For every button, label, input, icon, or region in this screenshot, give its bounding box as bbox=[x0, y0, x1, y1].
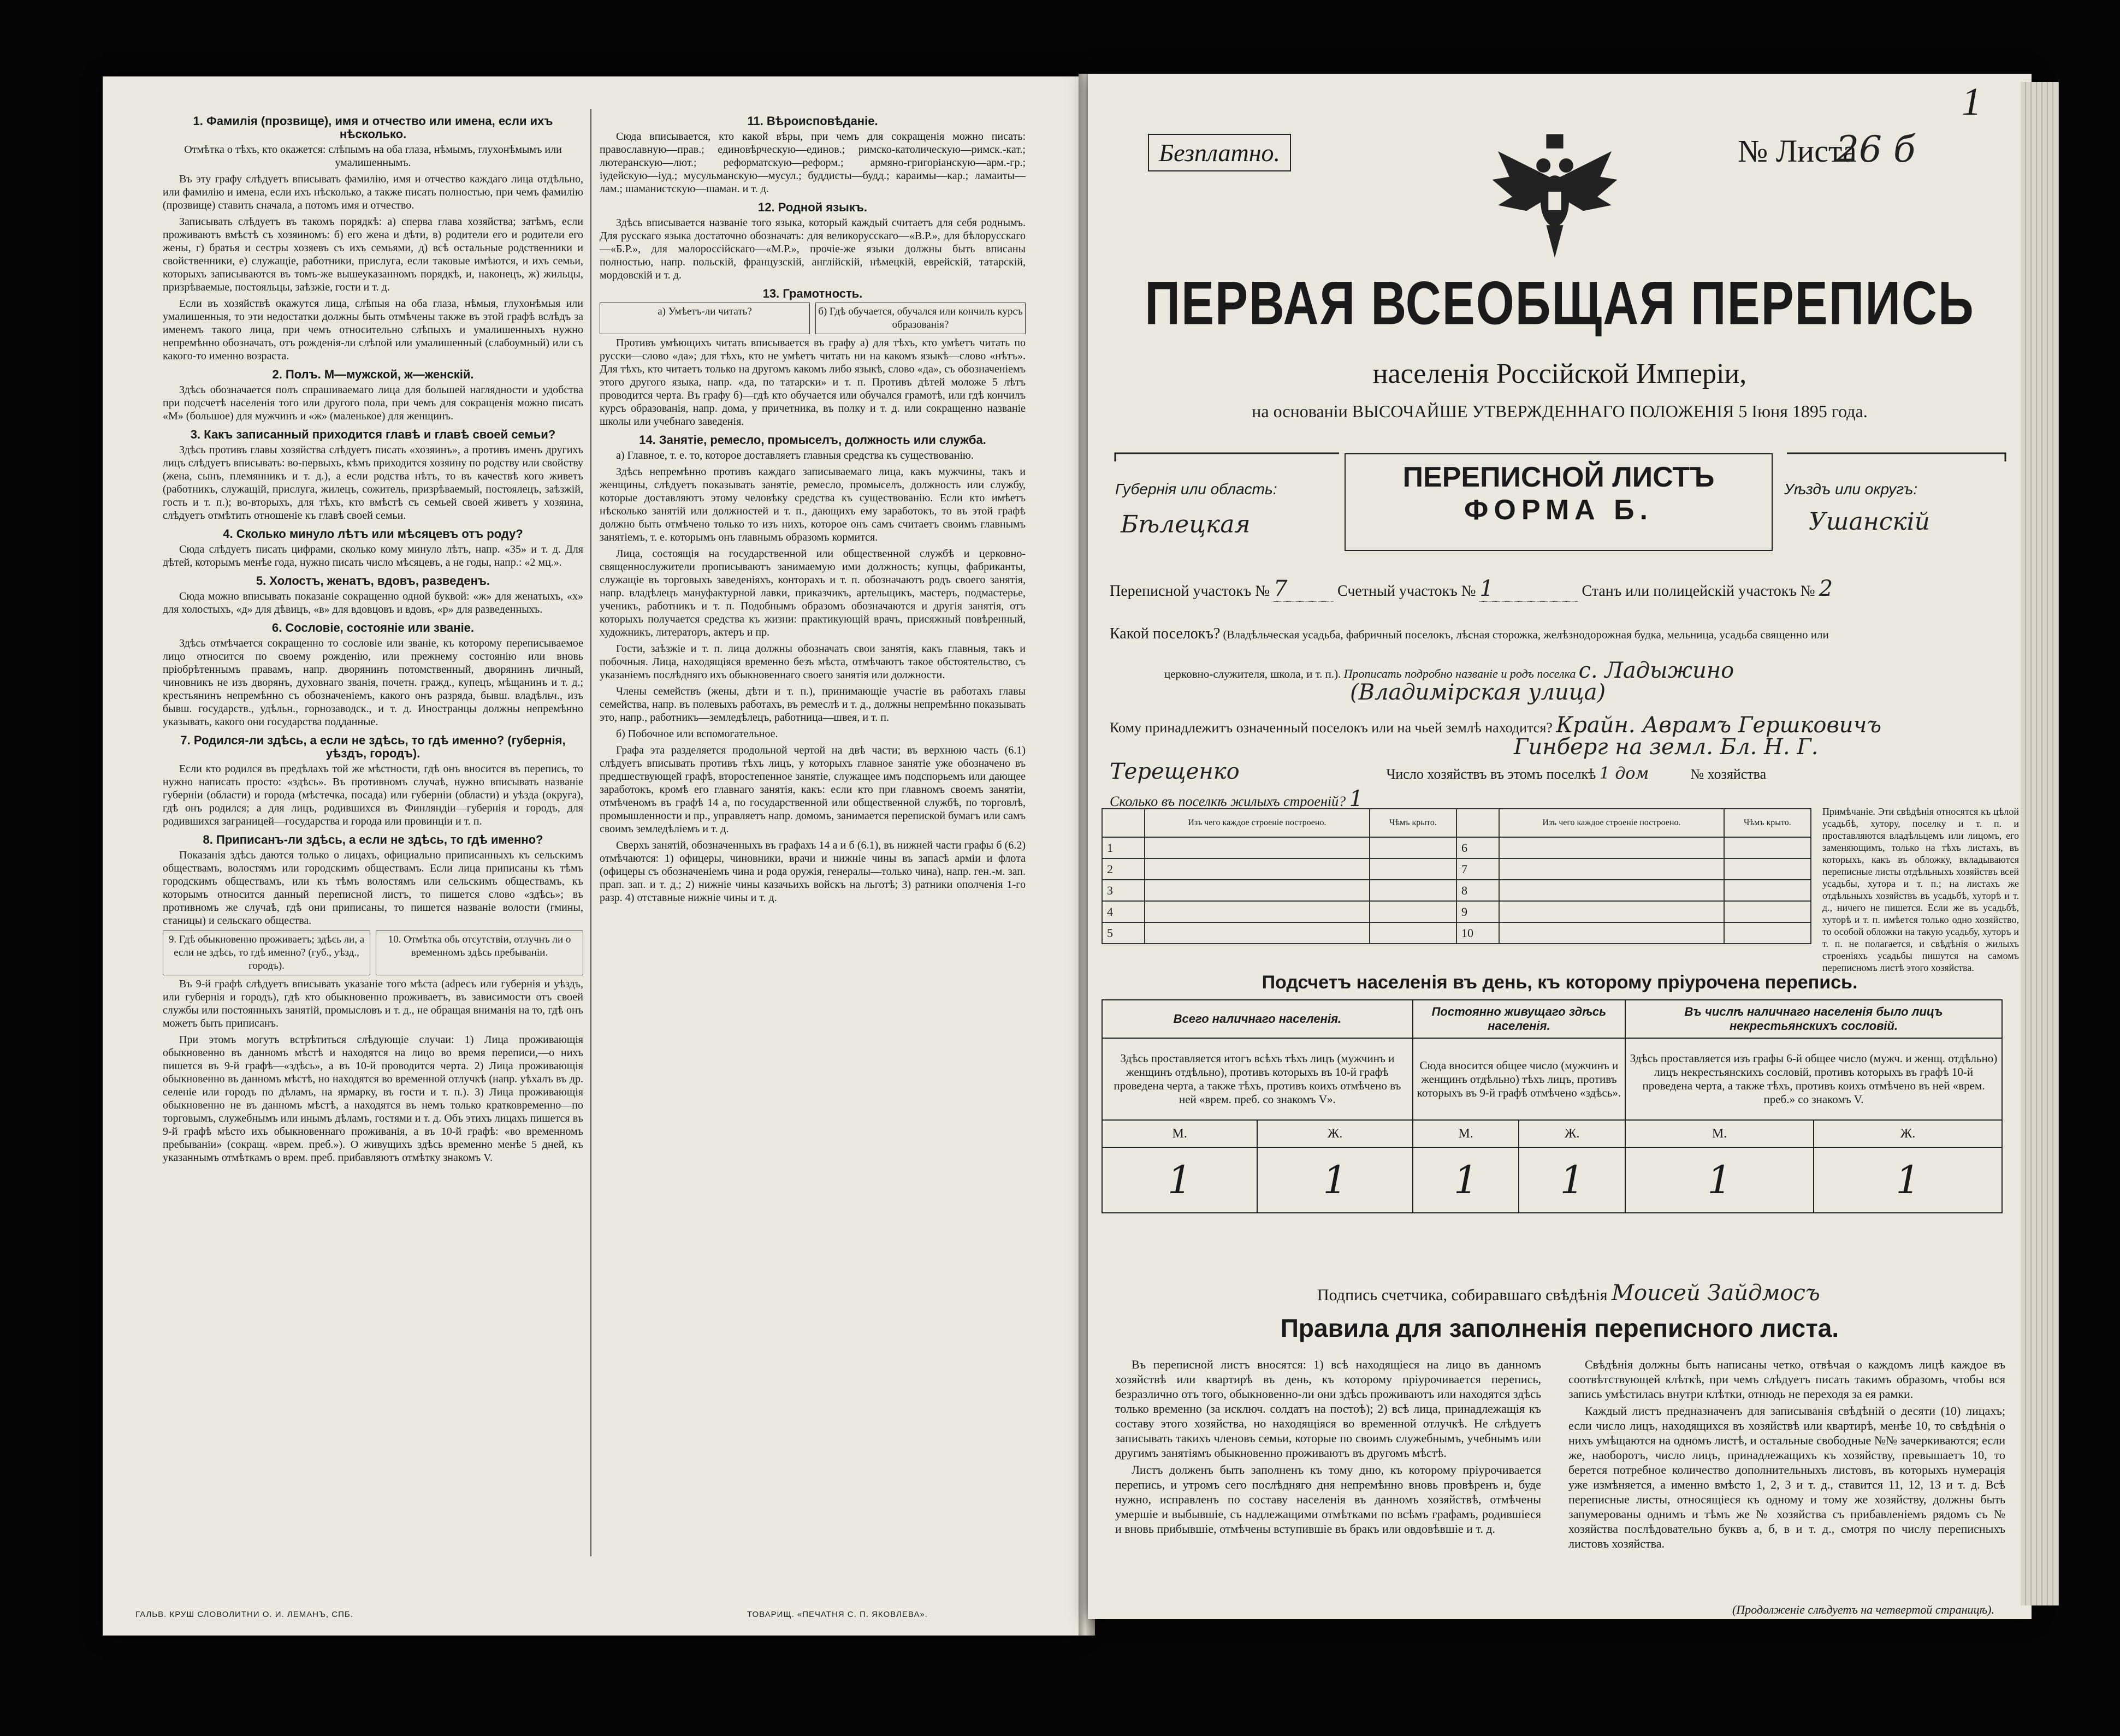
households-count-value: 1 дом bbox=[1599, 764, 1649, 783]
uezd-value: Ушанскій bbox=[1809, 508, 1930, 536]
instructions-column-2 bbox=[600, 109, 1026, 908]
instruction-paragraph: Здѣсь противъ главы хозяйства слѣдуетъ писать «хозяинъ», а противъ именъ другихъ лицъ слѣдуетъ вписывать: во-первыхъ, кѣмъ приходится хозяину по родству или свойству (жена, сынъ, племянникъ и т. д.), а если родства нѣтъ, то въ качествѣ кого живетъ (работникъ, служащій, прислуга, жилецъ, сожитель, призрѣваемый, постоялецъ, заѣзжій, гость и т. п.); во-вторыхъ, для тѣхъ, кто вмѣстѣ съ семьей своей живетъ у хозяина, слѣдуетъ отмѣтить отношеніе къ главѣ своей семьи. bbox=[163, 444, 583, 522]
split-heading bbox=[163, 931, 583, 975]
buildings-note: Примѣчаніе. Эти свѣдѣнія относятся къ цѣлой усадьбѣ, хутору, поселку и т. п. и проставляются владѣльцемъ или лицомъ, его заменяющимъ, только на тѣхъ листахъ, въ которыхъ, какъ въ обложку, вкладываются переписные листы отдѣльныхъ хозяйствъ всей усадьбы, хутора и т. п.; на листахъ же отдѣльныхъ хозяйствъ въ усадьбѣ, хуторѣ и т. д., ничего не пишется. Если же въ усадьбѣ, хуторѣ и т. п. имѣется только одно хозяйство, то особой обложки на такую усадьбу, хуторъ и т. п. не полагается, и свѣдѣнія о жилыхъ строеніяхъ усадьбы пишутся на самомъ переписномъ листѣ этого хозяйства. bbox=[1822, 806, 2019, 973]
sheet-number-label: № Листа bbox=[1738, 133, 1857, 169]
rule-paragraph: Свѣдѣнія должны быть написаны четко, отвѣчая о каждомъ лицѣ каждое въ соотвѣтствующей клѣткѣ, при чемъ слѣдуетъ писать такимъ образомъ, чтобы вся запись умѣстилась внутри клѣтки, отнюдь не переходя за ея рамки. bbox=[1568, 1358, 2005, 1401]
sheet-number-value: 26 б bbox=[1836, 128, 1916, 170]
owner-value-3: Терещенко bbox=[1110, 759, 1240, 784]
bld-row-num: 8 bbox=[1456, 880, 1499, 901]
pop-header-permanent: Постоянно живущаго здѣсь населенія. bbox=[1413, 1000, 1625, 1038]
owner-value: Крайн. Аврамъ Гершковичъ bbox=[1556, 713, 1882, 738]
census-subtitle: населенія Россійской Имперіи, bbox=[1372, 358, 1747, 389]
instruction-heading: 13. Грамотность. bbox=[762, 287, 863, 300]
instruction-paragraph: Противъ умѣющихъ читать вписывается въ графу а) для тѣхъ, кто умѣетъ читать по русски—слово «да»; для тѣхъ, кто не умѣетъ читать ни на какомъ языкѣ—слово «нѣтъ». Для тѣхъ, кто читаетъ только на другомъ какомъ либо языкѣ, слово «да», съ обозначеніемъ этого другого языка, напр. «да, по татарски» и т. п. Противъ дѣтей моложе 5 лѣтъ проводится черта. Въ графу б)—гдѣ кто обучается или обучался грамотѣ, или гдѣ кончилъ курсъ образованія, напр. дома, у причетника, въ полку и т. д. или сокращенно названіе школы или учебнаго заведенія. bbox=[600, 337, 1026, 428]
rules-continuation: (Продолженіе слѣдуетъ на четвертой страницѣ). bbox=[1732, 1603, 1994, 1616]
gubernia-label: Губернія или область: bbox=[1115, 481, 1277, 497]
bld-header-roof: Чѣмъ крыто. bbox=[1370, 809, 1456, 837]
imperial-eagle-icon bbox=[1484, 123, 1626, 265]
instruction-heading: 12. Родной языкъ. bbox=[757, 200, 868, 214]
pop-header-total: Всего наличнаго населенія. bbox=[1102, 1000, 1413, 1038]
pop-value-total-f: 1 bbox=[1257, 1147, 1412, 1213]
gubernia-value: Бѣлецкая bbox=[1121, 511, 1251, 538]
census-precinct-value: 7 bbox=[1274, 576, 1334, 602]
pop-header-non-peasant: Въ числѣ наличнаго населенія было лицъ некрестьянскихъ сословій. bbox=[1625, 1000, 2002, 1038]
instruction-paragraph: Если въ хозяйствѣ окажутся лица, слѣпыя на оба глаза, нѣмыя, глухонѣмыя или умалишенныя, то эти недостатки должны быть отмѣчены также въ этой графѣ вслѣдъ за именемъ такого лица, при чемъ относительно слѣпыхъ и умалишенныхъ нужно непремѣнно обозначать, отъ рожденія-ли слѣпой или умалишенный (слабоумный) или съ какого-то именно возраста. bbox=[163, 298, 583, 362]
settlement-line bbox=[1110, 625, 1829, 643]
sex-label: Ж. bbox=[1257, 1120, 1412, 1147]
instruction-paragraph: Показанія здѣсь даются только о лицахъ, официально приписанныхъ къ сельскимъ обществамъ, волостямъ или городскимъ обществамъ. Если лица приписаны къ тѣмъ городскимъ обществамъ, или къ тѣмъ волостямъ или сельскимъ обществамъ, къ которымъ относится данный переписной листъ, то пишется слово «здѣсь»; въ противномъ же случаѣ, гдѣ они приписаны, то пишется названіе волости (гмины, станицы) и сельскаго общества. bbox=[163, 849, 583, 927]
instruction-paragraph: Сюда слѣдуетъ писать цифрами, сколько кому минуло лѣтъ, напр. «35» и т. д. Для дѣтей, которымъ менѣе года, нужно писать число мѣсяцевъ, а не годы, напр.: «2 мц.». bbox=[163, 543, 583, 568]
pop-value-non-peasant-m: 1 bbox=[1625, 1147, 1814, 1213]
settlement-value: с. Ладыжино bbox=[1578, 658, 1734, 683]
instruction-paragraph: Графа эта разделяется продольной чертой на двѣ части; въ верхнюю часть (6.1) слѣдуетъ вписывать противъ тѣхъ лицъ, у которыхъ главное занятіе уже обозначено въ предшествующей графѣ, второстепенное занятіе, служащее имъ подспорьемъ или дающее заработокъ, кромѣ его главнаго занятія, какъ: если кто при главномъ своемъ занятіи, отмѣченомъ въ графѣ 14 а, по государственной или общественной службѣ, по торговлѣ, промышленности и пр., управляетъ напр. домомъ, занимается перепиской бумагъ или самъ своимъ земледѣліемъ и т. д. bbox=[600, 744, 1026, 835]
settlement-hint: (Владѣльческая усадьба, фабричный поселокъ, лѣсная сторожка, желѣзнодорожная будка, мельница, усадьба священно или bbox=[1223, 628, 1829, 641]
household-number-label: № хозяйства bbox=[1690, 766, 1767, 782]
instruction-heading: 11. Вѣроисповѣданіе. bbox=[747, 114, 878, 128]
split-heading-left: 9. Гдѣ обыкновенно проживаетъ; здѣсь ли, а если не здѣсь, то гдѣ именно? (губ., уѣзд., городъ). bbox=[163, 931, 370, 975]
split-heading-left: а) Умѣетъ-ли читать? bbox=[600, 303, 810, 334]
owner-value-2: Гинберг на земл. Бл. Н. Г. bbox=[1514, 734, 1819, 760]
instruction-heading: 2. Полъ. М—мужской, ж—женскій. bbox=[272, 368, 474, 381]
buildings-count-value: 1 bbox=[1349, 786, 1364, 811]
signature-label: Подпись счетчика, собиравшаго свѣдѣнія bbox=[1317, 1286, 1608, 1304]
sex-label: М. bbox=[1102, 1120, 1257, 1147]
signature-value: Моисей Зайдмосъ bbox=[1612, 1281, 1820, 1306]
bld-row-num: 1 bbox=[1102, 837, 1145, 858]
instructions-column-1 bbox=[163, 109, 583, 1168]
bld-header-material-2: Изъ чего каждое строеніе построено. bbox=[1499, 809, 1724, 837]
pop-desc-total: Здѣсь проставляется итогъ всѣхъ тѣхъ лицъ (мужчинъ и женщинъ отдѣльно), противъ которыхъ въ 10-й графѣ проведена черта, а также тѣхъ, противъ коихъ отмѣчено въ ней «врем. преб. со знакомъ V». bbox=[1102, 1038, 1413, 1120]
instruction-paragraph: Сюда можно вписывать показаніе сокращенно одной буквой: «ж» для женатыхъ, «х» для холостыхъ, «д» для дѣвицъ, «в» для вдовцовъ и вдовъ, «р» для разведенныхъ. bbox=[163, 590, 583, 615]
census-form-page bbox=[1088, 74, 2032, 1619]
bld-row-num: 4 bbox=[1102, 901, 1145, 922]
pop-value-total-m: 1 bbox=[1102, 1147, 1257, 1213]
instruction-heading: 4. Сколько минуло лѣтъ или мѣсяцевъ отъ роду? bbox=[223, 527, 523, 541]
bld-row-num: 6 bbox=[1456, 837, 1499, 858]
enumerator-signature-line bbox=[1317, 1281, 1820, 1306]
instruction-paragraph: Записывать слѣдуетъ въ такомъ порядкѣ: а) сперва глава хозяйства; затѣмъ, если проживаютъ вмѣстѣ съ хозяиномъ: б) его жена и дѣти, в) родители его и родители его жены, г) братья и сестры хозяевъ съ ихъ семьями, д) всѣ остальные родственники и свойственники, е) служащіе, работники, прислуга, если таковые имѣются, и ихъ семьи, которыхъ записываются въ томъ-же вышеуказанномъ порядкѣ, и, наконецъ, ж) жильцы, призрѣваемые, постояльцы, заѣзжіе, гости и т. д. bbox=[163, 216, 583, 293]
instruction-paragraph: б) Побочное или вспомогательное. bbox=[616, 728, 778, 740]
instruction-paragraph: Въ эту графу слѣдуетъ вписывать фамилію, имя и отчество каждаго лица отдѣльно, или фамилію и имена, если ихъ нѣсколько, а также писать полностью, при чемъ фамилію (прозвище) ставить сначала, а потомъ имя и отчество. bbox=[163, 173, 583, 211]
form-title: ПЕРЕПИСНОЙ ЛИСТЪ bbox=[1402, 461, 1715, 493]
printer-footer-right: ТОВАРИЩ. «ПЕЧАТНЯ С. П. ЯКОВЛЕВА». bbox=[747, 1610, 928, 1619]
instruction-heading: 8. Приписанъ-ли здѣсь, а если не здѣсь, то гдѣ именно? bbox=[203, 833, 543, 846]
instruction-heading: 1. Фамилія (прозвище), имя и отчество или имена, если ихъ нѣсколько. bbox=[193, 114, 553, 141]
sex-label: Ж. bbox=[1814, 1120, 2002, 1147]
bld-row-num: 7 bbox=[1456, 858, 1499, 880]
instruction-paragraph: Лица, состоящія на государственной или общественной службѣ и церковно-священнослужители прописываютъ занимаемую ими должность; купцы, фабриканты, служащіе въ торговыхъ заведеніяхъ, конторахъ и т. п. обозначаютъ родъ своего занятія, напр. владѣлецъ мануфактурной лавки, приказчикъ, артельщикъ, мастеръ, подмастерье, ученикъ, работникъ и т. п. Подобнымъ образомъ обозначаются и другія занятія, отъ которыхъ получается средства къ жизни: практикующій врачъ, присяжный повѣренный, художникъ, литераторъ, актеръ и пр. bbox=[600, 548, 1026, 638]
instruction-paragraph: Члены семействъ (жены, дѣти и т. п.), принимающіе участіе въ работахъ главы семейства, напр. въ полевыхъ работахъ, въ ремеслѣ и т. д., должны непремѣнно показывать это, напр., работникъ—земледѣлецъ, работница—швея, и т. п. bbox=[600, 685, 1026, 724]
households-count-label: Число хозяйствъ въ этомъ поселкѣ bbox=[1386, 766, 1596, 782]
pop-value-permanent-m: 1 bbox=[1413, 1147, 1519, 1213]
split-heading-right: 10. Отмѣтка обь отсутствіи, отлучнъ ли о временномъ здѣсь пребываніи. bbox=[376, 931, 583, 975]
left-page-instructions bbox=[103, 76, 1080, 1636]
page-edges bbox=[2021, 82, 2059, 1605]
instruction-paragraph: Здѣсь непремѣнно противъ каждаго записываемаго лица, какъ мужчины, такъ и женщины, слѣдуетъ показывать занятіе, ремесло, промыселъ, должность или службу, которые доставляютъ этому человѣку средства къ существованію. Если кто имѣетъ нѣсколько занятій или должностей и т. п., дающихъ ему заработокъ, то въ этой графѣ должно быть отмѣчено только то изъ нихъ, которое онъ самъ считаетъ своимъ главнымъ занятіемъ, т. е. которымъ онъ главнымъ образомъ кормится. bbox=[600, 466, 1026, 543]
pop-desc-non-peasant: Здѣсь проставляется изъ графы 6-й общее число (мужч. и женщ. отдѣльно) лицъ некрестьянскихъ сословій, противъ которыхъ въ графѣ 10-й проведена черта, а также тѣхъ, противъ коихъ отмѣчено въ ней «врем. преб.» со знакомъ V. bbox=[1625, 1038, 2002, 1120]
police-precinct-value: 2 bbox=[1819, 576, 1833, 601]
sex-label: Ж. bbox=[1519, 1120, 1625, 1147]
instruction-paragraph: При этомъ могутъ встрѣтиться слѣдующіе случаи: 1) Лица проживающія обыкновенно въ данномъ мѣстѣ и находятся на лицо во время переписи,—о нихъ пишется въ 9-й графѣ—«здѣсь», а въ 10-й проводится черта. 2) Лица проживающія обыкновенно въ данномъ мѣстѣ, но находятся во временной отлучкѣ (напр. уѣхалъ въ др. селеніе или городъ по дѣламъ, на ярмарку, въ гости и т. п.). 3) Лица проживающія обыкновенно не въ данномъ мѣстѣ, а находятся въ немъ только кратковременно—по торговымъ, служебнымъ или инымъ дѣламъ, гостями и т. д. Объ этихъ лицахъ пишется въ 9-й графѣ мѣсто ихъ обыкновеннаго проживанія, а въ 10-й графѣ: «во временномъ пребываніи» (сокращ. «врем. преб.»). О живущихъ здѣсь временно менѣе 5 дней, къ указаннымъ отмѣткамъ о врем. преб. прибавляютъ отмѣтку знакомъ V. bbox=[163, 1034, 583, 1164]
rules-right-column bbox=[1568, 1357, 2005, 1553]
rule-paragraph: Листъ долженъ быть заполненъ къ тому дню, къ которому пріурочивается перепись, и утромъ сего послѣдняго дня непремѣнно вновь провѣренъ и, буде нужно, исправленъ по составу населенія въ данномъ хозяйствѣ, отмѣчены умершіе и выбывшіе, съ надлежащими отмѣтками по всѣмъ графамъ, родившіеся и вновь прибывшіе, отмѣчены вступившіе въ бракъ или овдовѣвшіе и т. д. bbox=[1115, 1463, 1541, 1536]
instruction-subheading: Отмѣтка о тѣхъ, кто окажется: слѣпымъ на оба глаза, нѣмымъ, глухонѣмымъ или умалишеннымъ. bbox=[184, 144, 562, 169]
form-title-box bbox=[1345, 453, 1773, 551]
population-table bbox=[1102, 999, 2003, 1213]
form-subtitle: ФОРМА Б. bbox=[1464, 494, 1653, 526]
instruction-paragraph: Здѣсь вписывается названіе того языка, который каждый считаетъ для себя роднымъ. Для русскаго языка достаточно обозначать: для великорусскаго—«В.Р.», для бѣлорусскаго—«Б.Р.», для малороссійскаго—«М.Р.», прочіе-же языки должны быть вписаны полностью, напр. польскій, французскій, англійскій, нѣмецкій, еврейскій, татарскій, мордовскій и т. д. bbox=[600, 217, 1026, 281]
instruction-paragraph: Здѣсь обозначается полъ спрашиваемаго лица для большей наглядности и удобства при подсчетѣ населенія того или другого пола, при чемъ для сокращенія можно писать «М» (большое) для мужчинъ и «ж» (маленькое) для женщинъ. bbox=[163, 384, 583, 422]
rule-paragraph: Каждый листъ предназначенъ для записыванія свѣдѣній о десяти (10) лицахъ; если число лицъ, находящихся въ хозяйствѣ или квартирѣ, менѣе 10, то свѣдѣнія о нихъ умѣщаются на одномъ листѣ, и остальные свободные №№ зачеркиваются; если же, наоборотъ, число лицъ, принадлежащихъ къ хозяйству, превышаетъ 10, то берется потребное количество дополнительныхъ листовъ, въ которыхъ нумерація уже измѣняется, а именно вмѣсто 1, 2, 3 и т. д., ставится 11, 12, 13 и т. д. Всѣ переписные листы, относящіеся къ одному и тому же хозяйству, должны быть запумерованы однимъ и тѣмъ же № хозяйства съ прибавленіемъ рядомъ съ № хозяйства послѣдовательно буквъ а, б, в и т. д., смотря по числу переписныхъ листовъ хозяйства. bbox=[1568, 1404, 2005, 1550]
police-precinct-label: Станъ или полицейскій участокъ № bbox=[1582, 583, 1815, 600]
instruction-heading: 3. Какъ записанный приходится главѣ и главѣ своей семьи? bbox=[190, 428, 556, 441]
sex-label: М. bbox=[1413, 1120, 1519, 1147]
pop-desc-permanent: Сюда вносится общее число (мужчинъ и женщинъ отдѣльно) тѣхъ лицъ, противъ которыхъ въ 9-й графѣ отмѣчено «здѣсь». bbox=[1413, 1038, 1625, 1120]
owner-label: Кому принадлежитъ означенный поселокъ или на чьей землѣ находится? bbox=[1110, 720, 1553, 736]
precinct-line bbox=[1110, 576, 1833, 602]
population-count-title: Подсчетъ населенія въ день, къ которому пріурочена перепись. bbox=[1262, 972, 1858, 993]
buildings-table bbox=[1102, 808, 1811, 944]
printer-footer-left: ГАЛЬВ. КРУШ СЛОВОЛИТНИ О. И. ЛЕМАНЪ, СПБ. bbox=[135, 1610, 353, 1619]
instruction-paragraph: Гости, заѣзжіе и т. п. лица должны обозначать свои занятія, какъ главныя, такъ и побочныя. Лица, находящіяся временно безъ мѣста, отмѣчаютъ такое обстоятельство, съ указаніемъ послѣдняго ихъ обыкновеннаго своего занятія или должности. bbox=[600, 643, 1026, 681]
census-precinct-label: Переписной участокъ № bbox=[1110, 583, 1270, 600]
census-legal-basis: на основаніи ВЫСОЧАЙШЕ УТВЕРЖДЕННАГО ПОЛОЖЕНІЯ 5 Іюня 1895 года. bbox=[1252, 401, 1868, 421]
instruction-paragraph: Въ 9-й графѣ слѣдуетъ вписывать указаніе того мѣста (аdресъ или губернія и уѣздъ, или губернія и городъ), гдѣ кто обыкновенно проживаетъ, въ зависимости отъ своей службы или постоянныхъ занятій, промысловъ и т. д., не обращая вниманія на то, гдѣ онъ можетъ быть приписанъ. bbox=[163, 978, 583, 1029]
archive-page-number: 1 bbox=[1962, 80, 1981, 123]
rules-title: Правила для заполненія переписного листа. bbox=[1280, 1314, 1839, 1342]
rule-paragraph: Въ переписной листъ вносятся: 1) всѣ находящіеся на лицо въ данномъ хозяйствѣ или квартирѣ въ день, къ которому пріурочивается перепись, безразлично отъ того, обыкновенно-ли они здѣсь проживаютъ или находятся здѣсь только временно (за исключ. солдатъ на постоѣ); 2) всѣ лица, принадлежащія къ составу этого хозяйства, но находящіяся во временной отлучкѣ. Не слѣдуетъ записывать такихъ членовъ семьи, которые по своимъ служебнымъ, учебнымъ или другимъ занятіямъ обыкновенно проживаютъ въ другомъ мѣстѣ. bbox=[1115, 1358, 1541, 1460]
rules-left-column bbox=[1115, 1357, 1541, 1538]
split-heading bbox=[600, 303, 1026, 334]
bld-row-num: 9 bbox=[1456, 901, 1499, 922]
instruction-paragraph: Сюда вписывается, кто какой вѣры, при чемъ для сокращенія можно писать: православную—прав.; единовѣрческую—единов.; римско-католическую—римск.-кат.; лютеранскую—лют.; реформатскую—реформ.; армяно-григоріанскую—арм.-гр.; іудейскую—іуд.; мусульманскую—мусул.; буддисты—будд.; караимы—кар.; ламаиты—лам.; шаманистскую—шаман. и т. д. bbox=[600, 131, 1026, 195]
census-title: ПЕРВАЯ ВСЕОБЩАЯ ПЕРЕПИСЬ bbox=[1145, 269, 1975, 338]
street-value: (Владимірская улица) bbox=[1350, 680, 1606, 705]
instruction-paragraph: Если кто родился въ предѣлахъ той же мѣстности, гдѣ онъ вносится въ перепись, то нужно написать просто: «здѣсь». Въ противномъ случаѣ, нужно вписывать названіе губерніи (области) и города (мѣстечка, посада) или губерніи (области) и уѣзда (округа), гдѣ онъ родился; а для лицъ, родившихся въ Финляндіи—губернія и городъ, для родившихся заграницей—государства и города или провинціи и т. п. bbox=[163, 763, 583, 827]
instruction-paragraph: Здѣсь отмѣчается сокращенно то сословіе или званіе, къ которому переписываемое лицо относится по своему рожденію, или прежнему состоянію или вновь пріобрѣтеннымъ правамъ, напр. дворянинъ потомственный, дворянинъ личный, чиновникъ не изъ дворянъ, духовнаго званія, почетн. гражд., купецъ, мѣщанинъ и т. д.; крестьянинъ непремѣнно съ обозначеніемъ, какого онъ разряда, бывш. владѣльч., изъ бывш. государств., удѣльн., горнозаводск., и т. д. Иностранцы должны непремѣнно указывать, какого они государства подданные. bbox=[163, 637, 583, 728]
counting-precinct-value: 1 bbox=[1479, 576, 1578, 602]
households-line bbox=[1110, 759, 1766, 784]
bld-header-roof-2: Чѣмъ крыто. bbox=[1724, 809, 1811, 837]
bld-row-num: 5 bbox=[1102, 922, 1145, 944]
settlement-hint-2: церковно-служителя, школа, и т. п.). bbox=[1164, 667, 1341, 680]
instruction-heading: 6. Сословіе, состояніе или званіе. bbox=[271, 621, 475, 635]
column-divider bbox=[590, 109, 591, 1556]
settlement-label: Какой поселокъ? bbox=[1110, 625, 1221, 642]
free-label: Безплатно. bbox=[1148, 134, 1291, 171]
settlement-instruction: Прописать подробно названіе и родъ поселка bbox=[1343, 667, 1576, 680]
instruction-paragraph: Сверхъ занятій, обозначенныхъ въ графахъ 14 а и б (6.1), въ нижней части графы б (6.2) отмѣчаются: 1) офицеры, чиновники, врачи и нижніе чины въ запасѣ арміи и флота (офицеры съ обозначеніемъ чина и рода оружія, генералы—только чина), напр. ген.-м. зап. прап. зап. и т. д.; 2) нижніе чины казачьихъ войскъ на льготѣ; 3) ратники ополченія 1-го разр. 4) отставные нижніе чины и т. д. bbox=[600, 839, 1026, 904]
bld-row-num: 3 bbox=[1102, 880, 1145, 901]
sex-label: М. bbox=[1625, 1120, 1814, 1147]
bld-header-material: Изъ чего каждое строеніе построено. bbox=[1145, 809, 1370, 837]
pop-value-non-peasant-f: 1 bbox=[1814, 1147, 2002, 1213]
counting-precinct-label: Счетный участокъ № bbox=[1337, 583, 1476, 600]
instruction-heading: 14. Занятіе, ремесло, промыселъ, должность или служба. bbox=[639, 433, 986, 447]
instruction-paragraph: а) Главное, т. е. то, которое доставляетъ главныя средства къ существованію. bbox=[616, 449, 974, 461]
instruction-heading: 5. Холостъ, женатъ, вдовъ, разведенъ. bbox=[256, 574, 490, 588]
bld-row-num: 10 bbox=[1456, 922, 1499, 944]
instruction-heading: 7. Родился-ли здѣсь, а если не здѣсь, то гдѣ именно? (губернія, уѣздъ, городъ). bbox=[180, 733, 566, 760]
uezd-label: Уѣздъ или округъ: bbox=[1784, 481, 1918, 497]
bld-row-num: 2 bbox=[1102, 858, 1145, 880]
split-heading-right: б) Гдѣ обучается, обучался или кончилъ курсъ образованія? bbox=[815, 303, 1026, 334]
buildings-count-label: Сколько въ поселкѣ жилыхъ строеній? bbox=[1110, 793, 1346, 809]
pop-value-permanent-f: 1 bbox=[1519, 1147, 1625, 1213]
